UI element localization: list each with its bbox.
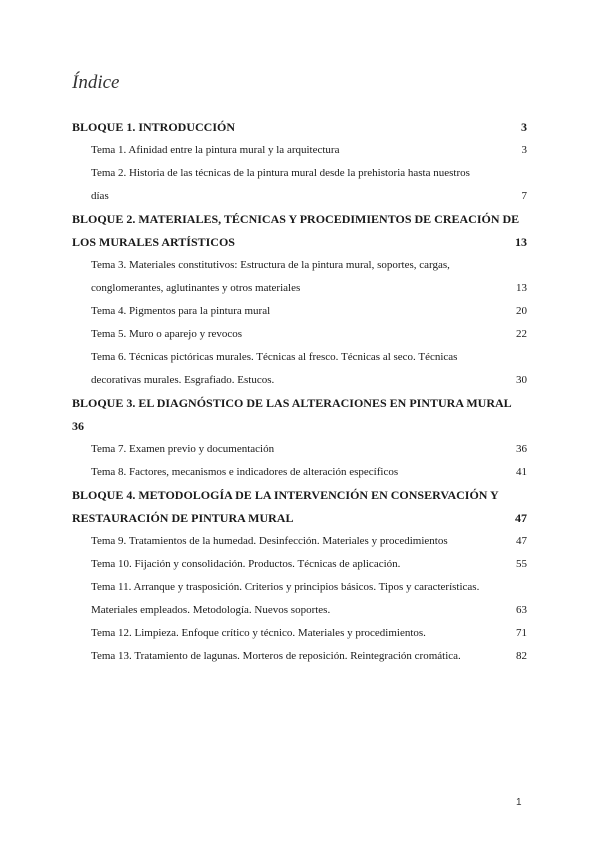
toc-item-tema-2-title-line2: días (91, 190, 109, 202)
page-number: 1 (516, 797, 522, 808)
toc-item-tema-11-title-line2: Materiales empleados. Metodología. Nuevos soportes. (91, 604, 331, 616)
toc-item-tema-4-page: 20 (516, 305, 527, 317)
toc-item-tema-4-title: Tema 4. Pigmentos para la pintura mural (91, 305, 271, 317)
toc-item-tema-10-page: 55 (516, 558, 527, 570)
toc-block-1-title: BLOQUE 1. INTRODUCCIÓN (72, 120, 236, 134)
toc-item-tema-3-page: 13 (516, 282, 527, 294)
toc-item-tema-1-title: Tema 1. Afinidad entre la pintura mural y la arquitectura (91, 144, 340, 156)
toc-item-tema-11-title-line1: Tema 11. Arranque y trasposición. Criterios y principios básicos. Tipos y características. (91, 581, 480, 593)
toc-item-tema-12-page: 71 (516, 627, 527, 639)
toc-item-tema-7-title: Tema 7. Examen previo y documentación (91, 443, 275, 455)
toc-item-tema-6-title-line2: decorativas murales. Esgrafiado. Estucos. (91, 374, 275, 386)
toc-block-1-page: 3 (521, 120, 527, 134)
toc-block-4-title-line2: RESTAURACIÓN DE PINTURA MURAL (72, 511, 294, 525)
toc-item-tema-2[interactable] (72, 162, 527, 208)
toc-item-tema-9-title: Tema 9. Tratamientos de la humedad. Desinfección. Materiales y procedimientos (91, 535, 448, 547)
toc-item-tema-6-title-line1: Tema 6. Técnicas pictóricas murales. Técnicas al fresco. Técnicas al seco. Técnicas (91, 351, 458, 363)
toc-item-tema-4[interactable] (72, 300, 527, 323)
toc-block-2-title-line2: LOS MURALES ARTÍSTICOS (72, 235, 235, 249)
toc-item-tema-5[interactable] (72, 323, 527, 346)
toc-item-tema-3[interactable] (72, 254, 527, 300)
toc-item-tema-11-page: 63 (516, 604, 527, 616)
toc-item-tema-10-title: Tema 10. Fijación y consolidación. Productos. Técnicas de aplicación. (91, 558, 401, 570)
toc-block-3-page: 36 (72, 419, 84, 433)
toc-item-tema-12[interactable] (72, 622, 527, 645)
toc-block-3[interactable] (72, 392, 527, 438)
toc-item-tema-2-page: 7 (521, 190, 527, 202)
toc-item-tema-5-page: 22 (516, 328, 527, 340)
toc-item-tema-11[interactable] (72, 576, 527, 622)
index-title: Índice (72, 72, 120, 93)
toc-item-tema-8-page: 41 (516, 466, 527, 478)
toc-block-2[interactable] (72, 208, 527, 254)
toc-block-2-page: 13 (515, 235, 527, 249)
toc-item-tema-10[interactable] (72, 553, 527, 576)
toc-block-3-title: BLOQUE 3. EL DIAGNÓSTICO DE LAS ALTERACIONES EN PINTURA MURAL (72, 396, 512, 410)
toc-item-tema-2-title-line1: Tema 2. Historia de las técnicas de la pintura mural desde la prehistoria hasta nuestros (91, 167, 470, 179)
toc-block-1[interactable] (72, 116, 527, 139)
toc-item-tema-6-page: 30 (516, 374, 527, 386)
toc-item-tema-1-page: 3 (521, 144, 527, 156)
toc-item-tema-1[interactable] (72, 139, 527, 162)
toc-block-4[interactable] (72, 484, 527, 530)
toc-item-tema-7[interactable] (72, 438, 527, 461)
toc-item-tema-13-page: 82 (516, 650, 527, 662)
toc-item-tema-12-title: Tema 12. Limpieza. Enfoque crítico y técnico. Materiales y procedimientos. (91, 627, 426, 639)
toc-item-tema-7-page: 36 (516, 443, 527, 455)
toc-item-tema-8[interactable] (72, 461, 527, 484)
toc-item-tema-3-title-line2: conglomerantes, aglutinantes y otros materiales (91, 282, 301, 294)
toc-item-tema-13-title: Tema 13. Tratamiento de lagunas. Morteros de reposición. Reintegración cromática. (91, 650, 461, 662)
toc-block-4-title-line1: BLOQUE 4. METODOLOGÍA DE LA INTERVENCIÓN EN CONSERVACIÓN Y (72, 488, 499, 502)
toc-item-tema-3-title-line1: Tema 3. Materiales constitutivos: Estructura de la pintura mural, soportes, cargas, (91, 259, 450, 271)
toc-block-4-page: 47 (515, 511, 527, 525)
table-of-contents (72, 116, 527, 668)
toc-item-tema-13[interactable] (72, 645, 527, 668)
toc-item-tema-9-page: 47 (516, 535, 527, 547)
toc-item-tema-6[interactable] (72, 346, 527, 392)
toc-item-tema-8-title: Tema 8. Factores, mecanismos e indicadores de alteración específicos (91, 466, 399, 478)
toc-item-tema-5-title: Tema 5. Muro o aparejo y revocos (91, 328, 243, 340)
toc-block-2-title-line1: BLOQUE 2. MATERIALES, TÉCNICAS Y PROCEDIMIENTOS DE CREACIÓN DE (72, 212, 520, 226)
toc-item-tema-9[interactable] (72, 530, 527, 553)
